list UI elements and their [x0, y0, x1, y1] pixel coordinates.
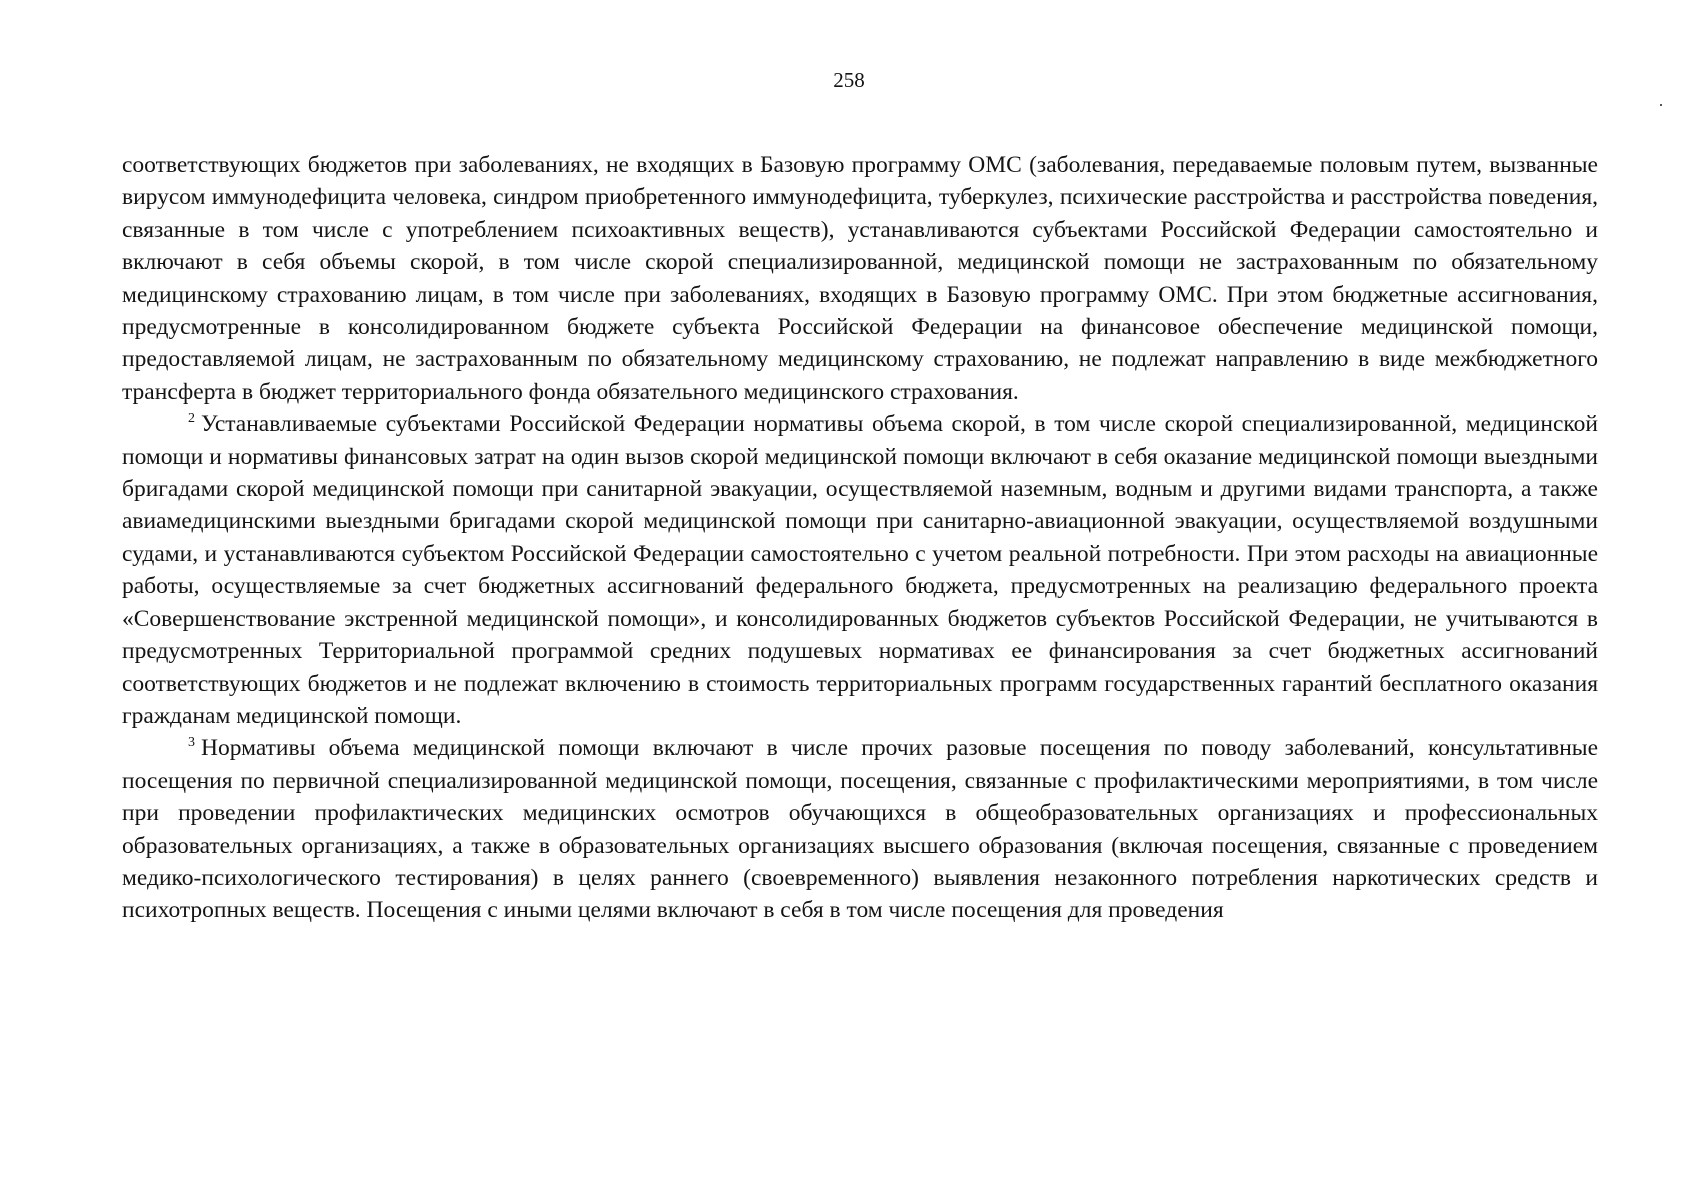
- paragraph-continuation: [122, 149, 1598, 408]
- footnote-2: [122, 408, 1598, 732]
- footnote-marker: 2: [188, 411, 195, 427]
- page-number: 258: [833, 68, 865, 92]
- footnote-3: [122, 732, 1598, 926]
- paragraph-text: соответствующих бюджетов при заболеваниях, не входящих в Базовую программу ОМС (заболевания, передаваемые половым путем, вызванные вирусом иммунодефицита человека, синдром приобретенного иммунодефицита, туберкулез, психические расстройства и расстройства поведения, связанные в том числе с употреблением психоактивных веществ), устанавливаются субъектами Российской Федерации самостоятельно и включают в себя объемы скорой, в том числе скорой специализированной, медицинской помощи не застрахованным по обязательному медицинскому страхованию лицам, в том числе при заболеваниях, входящих в Базовую программу ОМС. При этом бюджетные ассигнования, предусмотренные в консолидированном бюджете субъекта Российской Федерации на финансовое обеспечение медицинской помощи, предоставляемой лицам, не застрахованным по обязательному медицинскому страхованию, не подлежат направлению в виде межбюджетного трансферта в бюджет территориального фонда обязательного медицинского страхования.: [122, 152, 1598, 405]
- footnote-text: Устанавливаемые субъектами Российской Федерации нормативы объема скорой, в том числе скорой специализированной, медицинской помощи и нормативы финансовых затрат на один вызов скорой медицинской помощи включают в себя оказание медицинской помощи выездными бригадами скорой медицинской помощи при санитарной эвакуации, осуществляемой наземным, водным и другими видами транспорта, а также авиамедицинскими выездными бригадами скорой медицинской помощи при санитарно-авиационной эвакуации, осуществляемой воздушными судами, и устанавливаются субъектом Российской Федерации самостоятельно с учетом реальной потребности. При этом расходы на авиационные работы, осуществляемые за счет бюджетных ассигнований федерального бюджета, предусмотренных на реализацию федерального проекта «Совершенствование экстренной медицинской помощи», и консолидированных бюджетов субъектов Российской Федерации, не учитываются в предусмотренных Территориальной программой средних подушевых нормативах ее финансирования за счет бюджетных ассигнований соответствующих бюджетов и не подлежат включению в стоимость территориальных программ государственных гарантий бесплатного оказания гражданам медицинской помощи.: [122, 411, 1598, 729]
- footnote-marker: 3: [188, 735, 195, 751]
- scan-mark: [1660, 104, 1662, 106]
- document-body: [122, 149, 1598, 927]
- footnote-text: Нормативы объема медицинской помощи включают в числе прочих разовые посещения по поводу заболеваний, консультативные посещения по первичной специализированной медицинской помощи, посещения, связанные с профилактическими мероприятиями, в том числе при проведении профилактических медицинских осмотров обучающихся в общеобразовательных организациях и профессиональных образовательных организациях, а также в образовательных организациях высшего образования (включая посещения, связанные с проведением медико-психологического тестирования) в целях раннего (своевременного) выявления незаконного потребления наркотических средств и психотропных веществ. Посещения с иными целями включают в себя в том числе посещения для проведения: [122, 735, 1598, 924]
